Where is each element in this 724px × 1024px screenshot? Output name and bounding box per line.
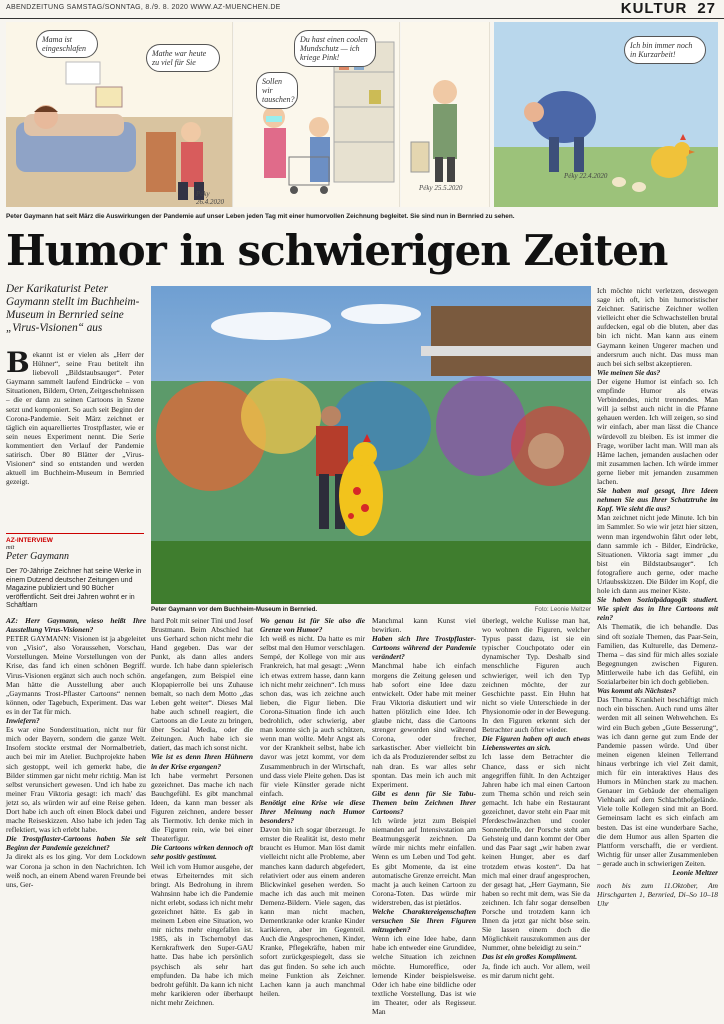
page-number: 27: [697, 0, 716, 17]
cartoon-3-signature: Péky 25.5.2020: [419, 184, 463, 192]
cartoon-4-bubble-1: Ich bin immer noch in Kurzarbeit!: [624, 36, 706, 64]
col5-p1: Die Figuren haben oft auch etwas Liebenswertes an sich.: [482, 734, 590, 753]
photo-illustration: [151, 286, 591, 604]
col4-p6: Wenn ich eine Idee habe, dann habe ich entweder eine Grundidee, welche Situation ich zeichnen möchte. Humoreffice, oder lernende Kinder beispielsweise. Oder ich habe eine bildliche oder textliche Vorstellung. Das ist wie im Theater, oder als Regisseur. Man: [372, 934, 476, 1017]
col4-p0: Manchmal kann Kunst viel bewirken.: [372, 616, 476, 635]
intro-body: ekannt ist er vielen als „Herr der Hühner“, seine Frau betitelt ihn liebevoll „Bildstaubsauger“. Peter Gaymann sammelt laufend Eindrücke – von Situationen, Bildern, Orten, Zeitgeschehnissen – die er dann zu seinen Cartoons in Szene setzt und komponiert. So auch seit Beginn der Corona-Pandemie. Seit März zeichnet er täglich ein aquarelliertes Trostpflaster, wie er sein neues Experiment nennt. Die Serie kommentiert den Verlauf der Pandemie satirisch. Über 80 Blätter der „Virus-Visionen“ sind so entstanden und werden aktuell im Buchheim-Museum in Bernried gezeigt.: [6, 350, 144, 487]
photo-caption-row: [151, 606, 591, 613]
col4-p3: Gibt es denn für Sie Tabu-Themen beim Zeichnen Ihrer Cartoons?: [372, 788, 476, 816]
cartoon-2-bubble-1: Du hast einen coolen Mundschutz — ich kriege Pink!: [294, 30, 376, 67]
col6-p3: Sie haben mal gesagt, Ihre Ideen nehmen Sie aus Ihrer Schatztruhe im Kopf. Wie sieht die aus?: [597, 486, 718, 514]
col2-p4: Weil ich vom Humor ausgehe, der etwas Erheiterndes mit sich bringt. Als Bedrohung in ihrem Wahnsinn habe ich die Pandemie nicht erlebt, sodass ich nicht mehr gezeichnet hätte. Es gab in meinem Leben eine Situation, wo mir nichts mehr eingefallen ist. 1985, als in Tschernobyl das Kernkraftwerk den Super-GAU hatte. Das habe ich persönlich psychisch als sehr hart empfunden. Da habe ich mich bedroht gefühlt. Da kann ich nicht mehr karikieren oder überhaupt nicht mehr Zeichnen.: [151, 861, 253, 1007]
col5-p3: Das ist ein großes Kompliment.: [482, 952, 578, 962]
col2-p3: Die Cartoons wirken dennoch oft sehr positiv gestimmt.: [151, 843, 253, 862]
intro-text: [6, 346, 144, 487]
exhibition-info: noch bis zum 11.Oktober, Am Hirschgarten 1, Bernried, Di–So 10–18 Uhr: [597, 881, 718, 909]
cartoon-strip: [6, 22, 718, 207]
col1-p3: Es war eine Sonderstituation, nicht nur für mich oder Bayern, sondern die ganze Welt. Insofern stockte erstmal der Normalbetrieb, auch bei mir im Atelier. Buchprojekte haben sich gestoppt, weil ich gemerkt habe, die Bilder stimmen gar nicht mehr richtig. Man ist selbst verunsichert gewesen. Und ich habe zu meiner Frau Viktoria gesagt: ich mach' das jetzt so, als würden wir auf eine Reise gehen. Dort habe ich auch oft einen Block dabei und mache Reiseskizzen. Also habe ich jeden Tag reflektiert, was ich erlebt habe.: [6, 725, 146, 835]
col3-p3: Davon bin ich sogar überzeugt. Je ernster die Realität ist, desto mehr braucht es Humor. Man löst damit vielleicht nicht alle Probleme, aber manches kann dadurch abgefedert, relativiert oder aus einem anderen Blickwinkel gesehen werden. So mache ich das auch mit meinen Demenz-Bildern. Viele sagen, das kann man nicht machen, Dementkranke oder kranke Kinder karikieren, aber im Gegenteil. Auch die Angesprochenen, Kinder, Kranke, Pflegekräfte, haben mir sofort zurückgespiegelt, dass sie das gut finden. So sehe ich auch meine Funktion als Zeichner. Lachen kann ja auch manchmal heilen.: [260, 825, 365, 998]
col3-p1: Ich weiß es nicht. Da hatte es mir selbst mal den Humor verschlagen. Sempé, der Kollege von mir aus Frankreich, hat mal gesagt: „Wenn ich etwas extrem hasse, dann kann ich nicht mehr zeichnen“. Ich muss schon das, was ich zeichne auch lieben, die Figur lieben. Die Corona-Situation finde ich auch bedrohlich, oder schwierig, aber man konnte sich ja auch schützen, wenn man wollte. Mehr Angst als vor der Krankheit selbst, habe ich davor was jetzt kommt, vor dem Zusammenbruch in der Wirtschaft, und dass viele Pleite gehen. Das ist für viele Künstler gerade nicht einfach.: [260, 634, 365, 798]
cartoon-2: [234, 22, 400, 207]
col1-p1: PETER GAYMANN: Visionen ist ja abgeleitet von „Visio“, also Voraussehen, Vorschau, Vorstellungen. Meine Vorstellungen von der Krise, das fand ich einen schönen Begriff. Virus-Visionen ergänzt sich auch noch schön. Man hätte die Ausstellung aber auch „Gaymanns Trost-Pflaster Cartoons“ nennen können, oder Tagebuch, Experiment. Das war es in der Tat für mich.: [6, 634, 146, 716]
col4-p1: Haben sich Ihre Trostpflaster-Cartoons während der Pandemie verändert?: [372, 634, 476, 662]
col2-p2: Ich habe vermehrt Personen gezeichnet. Das mache ich nach Bauchgefühl. Es gibt manchmal Ideen, da kann man besser als Figuren zeichnen, andere besser als Tiermotiv. Ich denke mich in die Figuren rein, wie bei einer Theaterfigur.: [151, 770, 253, 844]
cartoon-2-bubble-2: Sollen wir tauschen?: [256, 72, 298, 109]
cartoon-3-drawing: [401, 22, 489, 207]
section-label: [621, 0, 716, 17]
article-column-4: [372, 616, 476, 1016]
section-name: KULTUR: [620, 0, 688, 17]
drop-cap: B: [6, 346, 30, 379]
col1-p2: Inwiefern?: [6, 716, 40, 726]
cartoon-1-bubble-1: Mama ist eingeschlafen: [36, 30, 98, 58]
cartoon-4-signature: Péky 22.4.2020: [564, 172, 608, 180]
col3-p0: Wo genau ist für Sie also die Grenze von Humor?: [260, 616, 365, 635]
article-column-3: [260, 616, 365, 998]
col1-p4: Die Trostpflaster-Cartoons haben Sie seit Beginn der Pandemie gezeichnet?: [6, 834, 146, 853]
photo-credit: Foto: Leonie Meltzer: [534, 606, 591, 613]
col6-p2: Der eigene Humor ist einfach so. Ich empfinde Humor als etwas Verbindendes, nicht trennendes. Man will ja selbst auch nicht in die Pfanne gehauen werden. Ich will zeigen, so sind wir einfach, aber man lässt die Chance würdevoll zu bleiben. Es ist immer die Frage, worüber lacht man. Will man als Häme lachen, jemanden auslachen oder mit zusammen lachen. Ich würde immer gerne lieber mit jemanden zusammen lachen.: [597, 376, 718, 486]
main-photo: [151, 286, 591, 604]
col1-p0: AZ: Herr Gaymann, wieso heißt Ihre Ausstellung Virus-Visionen?: [6, 616, 146, 635]
article-column-2: [151, 616, 253, 1007]
col5-p2: Ich lasse dem Betrachter die Chance, dass er sich nicht angegriffen fühlt. In den Achtziger Jahren habe ich mal einen Cartoon zum Thema schön und reich sein gemacht. Ich habe ein Restaurant gezeichnet, davor steht ein Paar mit Pferdeschwänzchen und cooler Sonnenbrille, der Porsche steht am Gehsteig und dann kommt der Ober und das Paar sagt „wir haben zwar keinen Hunger, aber es darf trotzdem etwas kosten“. Da hat mich mal einer drauf angesprochen, der gesagt hat, „Herr Gaymann, Sie haben so recht mit dem, was Sie da zeichnen. Ich fahr sogar denselben Porsche und trotzdem kann ich Ihnen da jetzt gar nicht böse sein. Sie lassen einem doch die Möglichkeit rauszukommen aus der Nummer, ohne beleidigt zu sein.“: [482, 752, 590, 953]
col4-p4: Ich würde jetzt zum Beispiel niemanden auf Intensivstation am Beatmungsgerät zeichnen. Da würde mir nichts mehr einfallen. Wenn es um Leben und Tod geht. Es gibt Momente, da ist eine automatische Grenze erreicht. Man macht ja auch keinen Cartoon zu Corona-Toten. Das würde mir widerstreben, das ist pietätlos.: [372, 816, 476, 907]
photo-caption: Peter Gaymann vor dem Buchheim-Museum in Bernried.: [151, 606, 318, 613]
subheadline: Der Karikaturist Peter Gaymann stellt im Buchheim-Museum in Bernried seine „Virus-Visionen“ aus: [6, 283, 140, 334]
col6-p5: Sie haben Sozialpädagogik studiert. Wie spielt das in Ihre Cartoons mit rein?: [597, 595, 718, 623]
article-column-5: [482, 616, 590, 980]
article-column-6: [597, 286, 718, 908]
article-column-1: [6, 616, 146, 889]
col5-p4: Ja, finde ich auch. Vor allem, weil es mir darum nicht geht.: [482, 961, 590, 980]
col6-p8: Das Thema Krankheit beschäftigt mich noch ein bisschen. Auch rund ums älter werden mit all seinen Wehwehchen. Es wird ein Buch geben „Gute Besserung“, was ich dann gerne gut zum Ende der Pandemie passen würde. Und über meinen eigenen kleinen Tellerrand hinaus verbringe ich viel Zeit damit, mich für ein interaktives Haus des Humors in München stark zu machen. Genauer im Gebäude der ehemaligen Viehbank auf dem Schlachthofgelände. Viele tolle Kollegen sind mit an Bord. Gemeinsam lacht es sich einfach am besten. Das ist eine wunderbare Sache, die dem Humor aus allen Sparten die Plattform verschafft, die er verdient. Wichtig für unser aller Zusammenleben – gerade auch in schwierigen Zeiten.: [597, 695, 718, 868]
cartoon-3: [401, 22, 490, 207]
col6-p0: Ich möchte nicht verletzen, deswegen sage ich oft, ich bin humoristischer Zeichner. Satirische Zeichner wollen vielleicht eher die Schwachstellen brutal aufdecken, egal ob die bluten, aber das bin ich nicht. Man kann aus einem Gaymann keinen Ungerer machen und andersrum auch nicht. Das muss man auch bei sich selbst akzeptieren.: [597, 286, 718, 368]
headline: Humor in schwierigen Zeiten: [6, 226, 668, 275]
col2-p1: Wie ist es denn Ihren Hühnern in der Krise ergangen?: [151, 752, 253, 771]
col4-p2: Manchmal habe ich einfach morgens die Zeitung gelesen und hab sofort eine Idee dazu entwickelt. Oder habe mit meiner Frau Viktoria diskutiert und wir hatten plötzlich eine Idee. Ich glaube nicht, dass die Cartoons strenger geworden sind während Corona, oder frecher, sarkastischer. Aber vielleicht bin ich da als Produzierender selbst zu nah dran. Es war alles sehr spontan. Das mein ich auch mit Experiment.: [372, 661, 476, 789]
cartoon-1-signature: Péky 26.4.2020: [196, 190, 224, 206]
interview-mit: mit: [6, 544, 15, 551]
interview-box: [6, 533, 144, 611]
col6-p1: Wie meinen Sie das?: [597, 367, 661, 377]
cartoon-4: [494, 22, 718, 207]
cartoon-1: [6, 22, 233, 207]
cartoon-caption: Peter Gaymann hat seit März die Auswirkungen der Pandemie auf unser Leben jeden Tag mit einer humorvollen Zeichnung begleitet. Sie sind nun in Bernried zu sehen.: [6, 213, 515, 220]
page-header: [0, 0, 724, 19]
interview-kicker: AZ-INTERVIEW: [6, 537, 53, 544]
col4-p5: Welche Charaktereigenschaften versuchen Sie Ihren Figuren mitzugeben?: [372, 907, 476, 935]
author-byline: Leonie Meltzer: [672, 868, 718, 877]
cartoon-1-bubble-2: Mathe war heute zu viel für Sie: [146, 44, 220, 72]
col6-p6: Als Thematik, die ich behandle. Das sind oft soziale Themen, das Paar-Sein, Familien, das Kulturelle, das Demenz-Thema – das sind für mich alles soziale Begegnungen zwischen Figuren. Mittlerweile habe ich das Gefühl, ein Sozialarbeiter bin ich doch geblieben.: [597, 622, 718, 687]
col2-p0: hard Polt mit seiner Tini und Josef Brustmann. Beim Abschied hat uns Gerhard schon nicht mehr die Hand gegeben. Das war der Punkt, als dann alles anders wurde. Ich habe dann spielerisch angefangen, zum Beispiel eine Klopapierrolle bei uns Zuhause bemalt, so nach dem Motto „das Leben geht weiter“. Dieses Mal habe auch schnell reagiert, die Cartoons an die Leute zu bringen, über Social Media, oder die Zeitungen. Auch habe ich sie datiert, das mach ich sonst nicht.: [151, 616, 253, 753]
col6-p4: Man zeichnet nicht jede Minute. Ich bin im Sammler. So wie wir jetzt hier sitzen, wenn man irgendwohin fährt oder lebt, dann sammle ich - Bilder, Eindrücke, Situationen. Viktoria sagt immer „du bist ein Bildstaubsauger“. Ich fotografiere auch gerne, oder mache Urlaubsskizzen. Die Bilder im Kopf, die hole ich dann aus meiner Kiste.: [597, 513, 718, 596]
col1-p5: Ja direkt als es los ging. Vor dem Lockdown war Corona ja schon in den Nachrichten. Ich weiß noch, an einem Abend waren Freunde bei uns, Ger-: [6, 852, 146, 889]
col6-p7: Was kommt als Nächstes?: [597, 686, 676, 696]
interviewee-name: Peter Gaymann: [6, 551, 70, 562]
header-dateline: ABENDZEITUNG SAMSTAG/SONNTAG, 8./9. 8. 2020 WWW.AZ-MUENCHEN.DE: [6, 4, 281, 11]
interviewee-bio: Der 70-Jährige Zeichner hat seine Werke in einem Dutzend deutscher Zeitungen und Magazine publiziert und 90 Bücher veröffentlicht. Seit drei Jahren wohnt er in Schäftlarn: [6, 568, 142, 609]
col3-p2: Benötigt eine Krise wie diese Ihrer Meinung nach Humor besonders?: [260, 797, 365, 826]
col5-p0: überlegt, welche Kulisse man hat, wo wohnen die Figuren, welcher Typus passt dazu, ist sie ein typischer Couchpotato oder ein dynamischer Typ. Deshalb sind menschliche Figuren auch schwieriger, weil ich den Typ zeichnen möchte, der zur Geschichte passt. Ein Huhn hat nicht so viele Unterschiede in der Physionomie oder in der Bewegung. In den Figuren erkennt sich der Betrachter auch öfter wieder.: [482, 616, 590, 735]
